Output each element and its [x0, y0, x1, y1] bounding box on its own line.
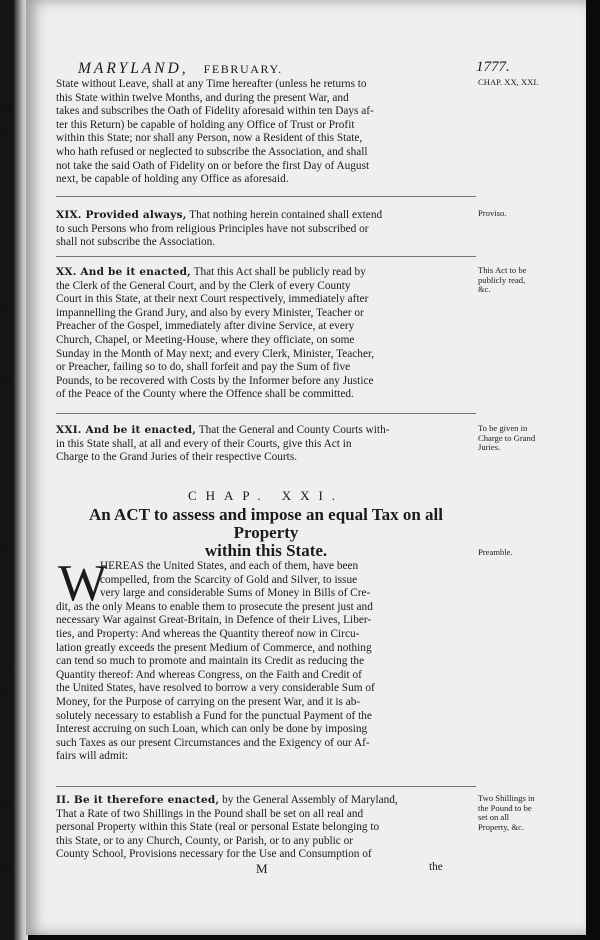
text-line: HEREAS the United States, and each of them, have been [100, 560, 359, 572]
signature-mark: M [256, 861, 268, 876]
facing-page-fragment: to [2, 98, 13, 113]
preamble-paragraph [56, 555, 474, 764]
section-xxi [56, 424, 474, 465]
text-line: Pounds, to be recovered with Costs by the Informer before any Justice [56, 374, 374, 387]
text-line: Sunday in the Month of May next; and every Clerk, Minister, Teacher, [56, 347, 375, 360]
running-head-title: MARYLAND, [78, 60, 189, 77]
facing-page-fragment: is [2, 796, 11, 811]
text-line: lation greatly exceeds the present Medium of Commerce, and nothing [56, 641, 372, 654]
section-lead: II. Be it therefore enacted, [56, 794, 220, 806]
text-line: the Clerk of the General Court, and by the Clerk of every County [56, 279, 351, 292]
text-line: State without Leave, shall at any Time hereafter (unless he returns to [56, 78, 367, 90]
text-line: personal Property within this State (real or personal Estate belonging to [56, 821, 380, 834]
running-head-year: 1777. [476, 59, 510, 75]
section-rule [56, 786, 476, 787]
facing-page-fragment: y, [2, 124, 11, 139]
text-line: takes and subscribes the Oath of Fidelity aforesaid within ten Days af- [56, 105, 374, 118]
facing-page-fragment: te [2, 880, 12, 895]
text-line: ties, and Property: And whereas the Quantity thereof now in Circu- [56, 627, 360, 640]
text-line: Interest accruing on such Loan, which can only be done by imposing [56, 723, 368, 736]
text-line: next, be capable of holding any Office as aforesaid. [56, 173, 289, 186]
section-xix [56, 209, 474, 250]
text-line: impannelling the Grand Jury, and also by every Minister, Teacher or [56, 306, 364, 319]
text-line: who hath refused or neglected to subscribe the Association, and shall [56, 145, 368, 158]
chapter-heading: CHAP. XXI. [187, 488, 345, 503]
text-line: within this State; nor shall any Person, now a Resident of this State, [56, 132, 363, 145]
section-xx [56, 266, 474, 402]
text-line: this State within twelve Months, and during the present War, and [56, 91, 349, 104]
text-line: XIX. Provided always, That nothing herein contained shall extend [56, 209, 383, 221]
text-line: County School, Provisions necessary for the Use and Consumption of [56, 848, 372, 861]
facing-page-fragment: d [2, 752, 9, 767]
margin-note-preamble: Preamble. [478, 547, 513, 557]
text-line: not take the said Oath of Fidelity on or before the first Day of August [56, 159, 370, 172]
text-line: this State, or to any Church, County, or Parish, or to any public or [56, 834, 354, 847]
section-rule [56, 256, 476, 257]
text-line: XXI. And be it enacted, That the General and County Courts with- [56, 424, 390, 436]
paragraph-continuation [56, 78, 474, 187]
margin-note-publicly-read: This Act to be publicly read, &c. [478, 265, 527, 295]
facing-page-fragment: e [2, 684, 8, 699]
facing-page-fragment: d [2, 632, 9, 647]
section-rule [56, 413, 476, 414]
catchword: the [429, 861, 443, 873]
facing-page-fragment: ic [2, 72, 12, 87]
text-line: compelled, from the Scarcity of Gold and Silver, to issue [100, 573, 358, 586]
section-ii [56, 794, 474, 862]
margin-note-two-shillings: Two Shillings in the Pound to be set on all Property, &c. [478, 793, 535, 832]
section-rule [56, 196, 476, 197]
text-line: solutely necessary to establish a Fund for the punctual Payment of the [56, 709, 372, 722]
scan-border [586, 0, 600, 940]
margin-note-proviso: Proviso. [478, 208, 507, 218]
margin-note-grand-juries: To be given in Charge to Grand Juries. [478, 423, 536, 453]
text-line: Preacher of the Gospel, immediately after divine Service, at every [56, 320, 355, 333]
act-title-line: An ACT to assess and impose an equal Tax on all Property [89, 505, 443, 542]
text-line: Court in this State, at their next Court respectively, immediately after [56, 293, 369, 306]
text-line: Money, for the Purpose of carrying on the present War, and it is ab- [56, 695, 361, 708]
running-head [78, 59, 510, 78]
text-line: or Preacher, failing so to do, shall forfeit and pay the Sum of five [56, 361, 351, 374]
facing-page-fragment: e [2, 300, 8, 315]
margin-note-chap: CHAP. XX, XXI. [478, 77, 539, 87]
text-line: necessary War against Great-Britain, in Defence of their Lives, Liber- [56, 614, 372, 627]
act-title-line: within this State. [204, 541, 328, 560]
book-page [26, 0, 586, 935]
text-line: can tend so much to promote and maintain its Credit as reducing the [56, 655, 365, 668]
text-line: dit, as the only Means to enable them to prosecute the present just and [56, 600, 373, 613]
facing-page-fragment: to [2, 710, 13, 725]
facing-page-fragments [0, 0, 26, 940]
drop-cap: W [58, 555, 108, 612]
text-line: Church, Chapel, or Meeting-House, where they officiate, on some [56, 333, 355, 346]
text-line: such Taxes as our present Circumstances and the Exigency of our Af- [56, 736, 370, 749]
facing-page-fragment: ie [2, 858, 12, 873]
text-line: That a Rate of two Shillings in the Pound shall be set on all real and [56, 807, 364, 820]
text-line: of the Peace of the County where the Offence shall be committed. [56, 388, 354, 401]
running-head-month: FEBRUARY. [203, 62, 283, 76]
facing-page-fragment: e- [2, 540, 13, 555]
text-line: ter this Return) be capable of holding any Office of Trust or Profit [56, 118, 355, 131]
text-line: Quantity thereof: And whereas Congress, on the Faith and Credit of [56, 668, 362, 681]
facing-page-fragment: to [2, 486, 13, 501]
text-line: shall not subscribe the Association. [56, 236, 216, 249]
facing-page-fragment: iy [2, 656, 13, 671]
section-lead: XX. And be it enacted, [56, 266, 191, 278]
facing-page-fragment: ie [2, 372, 12, 387]
text-line: in this State shall, at all and every of their Courts, give this Act in [56, 437, 352, 450]
text-line: fairs will admit: [56, 750, 129, 763]
text-line: to such Persons who from religious Principles have not subscribed or [56, 222, 369, 235]
section-lead: XXI. And be it enacted, [56, 424, 197, 436]
text-line: XX. And be it enacted, That this Act shall be publicly read by [56, 266, 366, 278]
text-line: the United States, have resolved to borrow a very considerable Sum of [56, 682, 375, 695]
text-line: very large and considerable Sums of Money in Bills of Cre- [100, 587, 371, 600]
text-line: Charge to the Grand Juries of their respective Courts. [56, 451, 298, 464]
text-line: II. Be it therefore enacted, by the General Assembly of Maryland, [56, 794, 398, 806]
act-title [56, 506, 476, 560]
section-lead: XIX. Provided always, [56, 209, 187, 221]
